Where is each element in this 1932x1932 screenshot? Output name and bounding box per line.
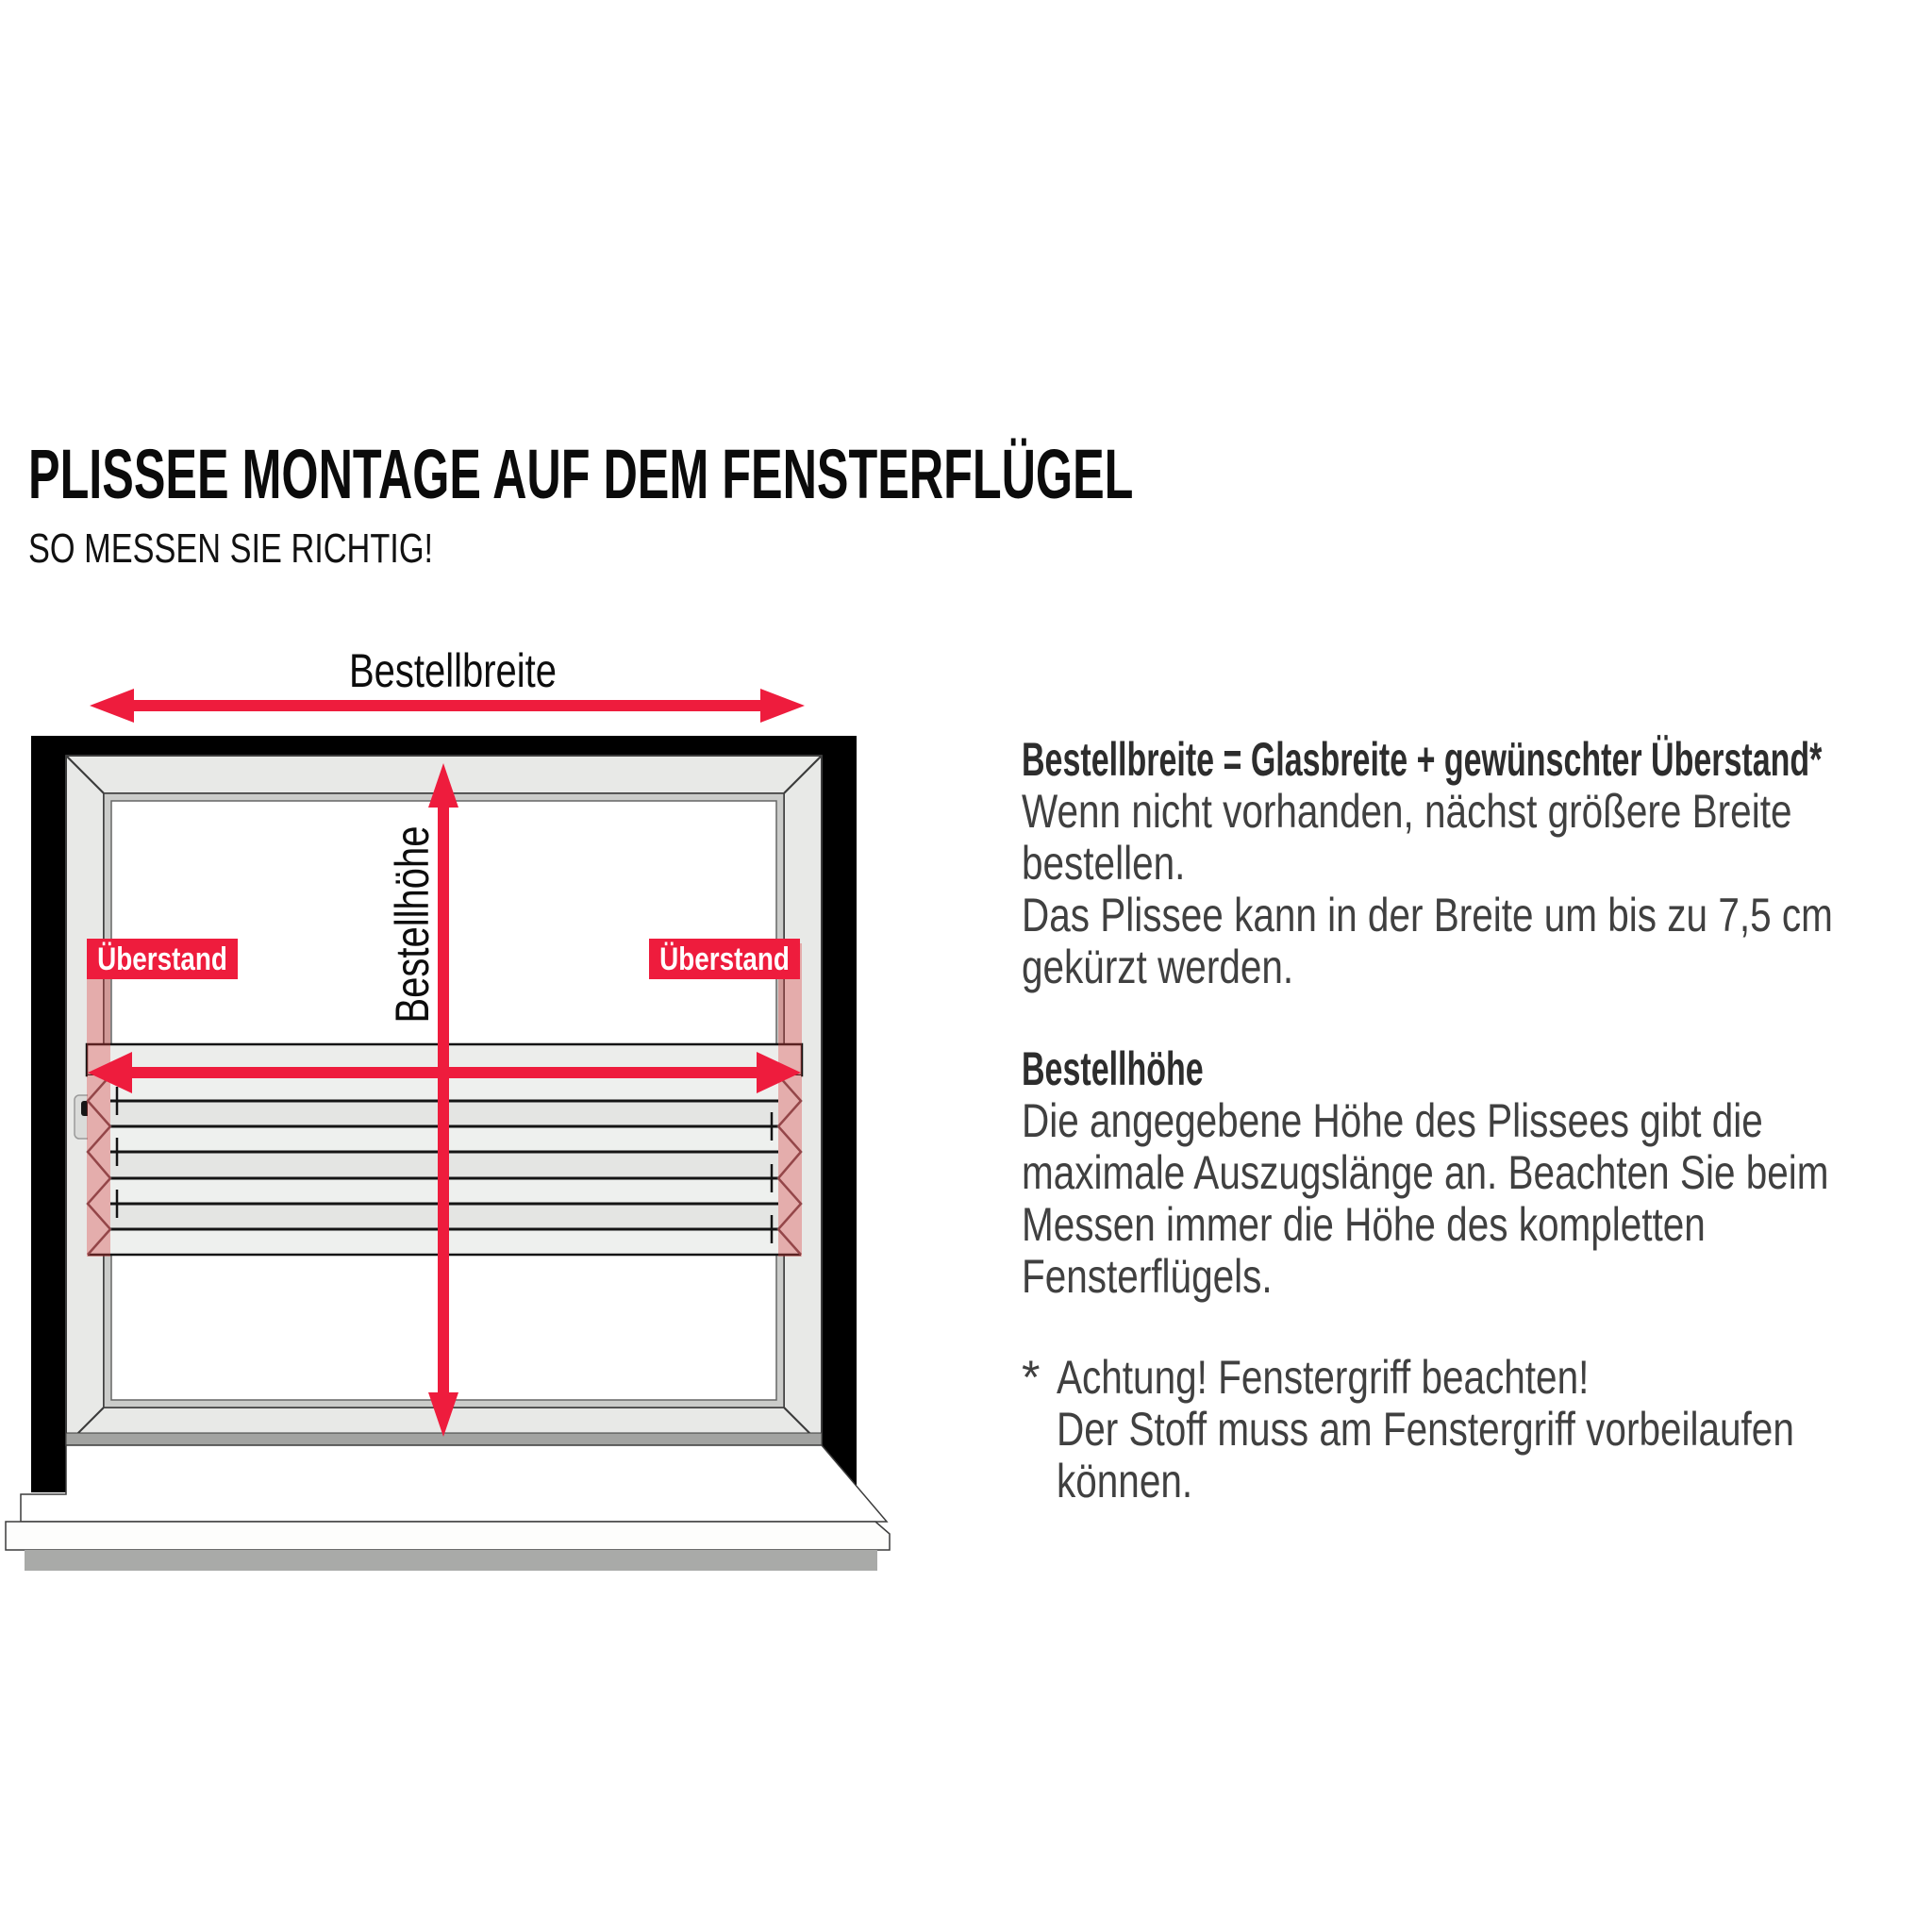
order-height-text-line: Die angegebene Höhe des Plissees gibt die: [1022, 1094, 1763, 1147]
window-measurement-diagram: [0, 641, 906, 1604]
footnote-text-line: Achtung! Fenstergriff beachten!: [1057, 1351, 1590, 1404]
footnote-text-line: können.: [1057, 1455, 1193, 1507]
page-title: PLISSEE MONTAGE AUF DEM FENSTERFLÜGEL: [28, 435, 1134, 513]
order-height-heading: Bestellhöhe: [1022, 1042, 1204, 1095]
info-block-order-height: [1022, 1043, 1932, 1303]
overhang-badge-left-label: Überstand: [97, 941, 227, 977]
order-width-text-line: gekürzt werden.: [1022, 941, 1294, 993]
order-width-text-line: Wenn nicht vorhanden, nächst größere Breite: [1022, 785, 1792, 838]
order-width-text-line: bestellen.: [1022, 837, 1186, 890]
order-height-text-line: Messen immer die Höhe des kompletten: [1022, 1198, 1706, 1251]
order-width-label: Bestellbreite: [348, 643, 558, 698]
order-width-heading: Bestellbreite = Glasbreite + gewünschter Überstand*: [1022, 733, 1823, 786]
order-width-text-line: Das Plissee kann in der Breite um bis zu 7,5 cm: [1022, 889, 1833, 941]
overhang-strip-right: [778, 943, 802, 1257]
footnote-asterisk: *: [1022, 1351, 1041, 1404]
overhang-badge-left: [87, 939, 238, 979]
overhang-badge-right-label: Überstand: [659, 941, 790, 977]
order-height-text-line: maximale Auszugslänge an. Beachten Sie beim: [1022, 1146, 1829, 1199]
info-block-order-width: [1022, 734, 1932, 993]
window-sill: [6, 1445, 890, 1571]
footnote-text-line: Der Stoff muss am Fenstergriff vorbeilaufen: [1057, 1403, 1794, 1456]
order-height-text-line: Fensterflügels.: [1022, 1250, 1273, 1303]
order-height-label: Bestellhöhe: [385, 825, 440, 1024]
overhang-badge-right: [649, 939, 800, 979]
footnote-text: [1057, 1352, 1932, 1507]
overhang-strip-left: [87, 943, 110, 1257]
footnote-block: [1022, 1352, 1932, 1507]
page-subtitle: SO MESSEN SIE RICHTIG!: [28, 525, 434, 572]
